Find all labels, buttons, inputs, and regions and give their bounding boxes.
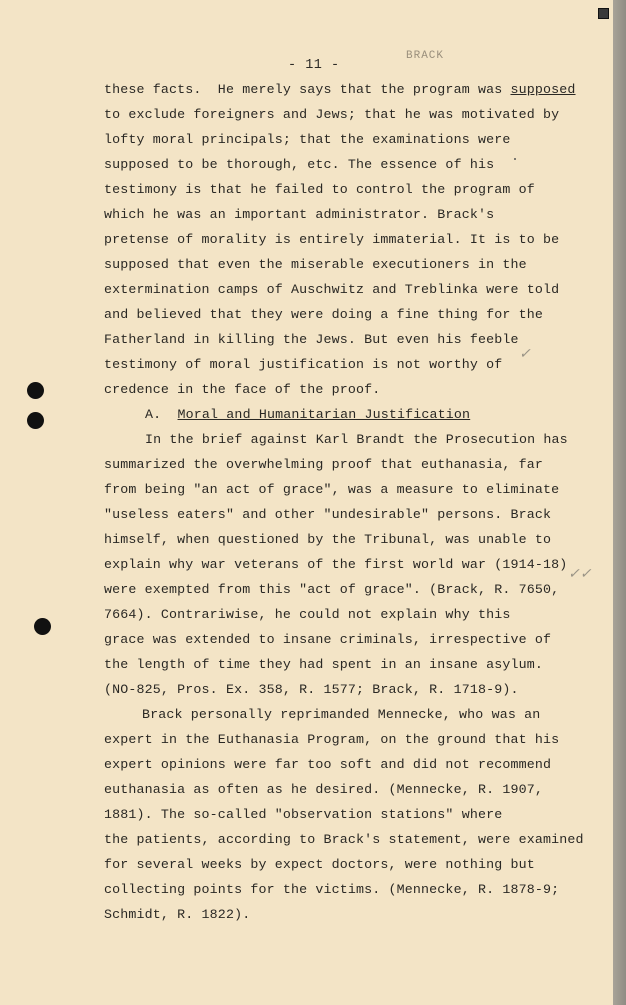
section-heading: A. Moral and Humanitarian Justification bbox=[145, 407, 471, 422]
text-line: (NO-825, Pros. Ex. 358, R. 1577; Brack, R. 1718-9). bbox=[104, 682, 519, 697]
text-line: for several weeks by expect doctors, were nothing but bbox=[104, 857, 535, 872]
text-line: testimony of moral justification is not worthy of bbox=[104, 357, 503, 372]
text-line: and believed that they were doing a fine thing for the bbox=[104, 307, 543, 322]
text-line: extermination camps of Auschwitz and Treblinka were told bbox=[104, 282, 560, 297]
text-line: expert opinions were far too soft and did not recommend bbox=[104, 757, 552, 772]
text-line: himself, when questioned by the Tribunal, was unable to bbox=[104, 532, 552, 547]
text-line: 1881). The so-called "observation stations" where bbox=[104, 807, 503, 822]
text-line: lofty moral principals; that the examinations were bbox=[104, 132, 511, 147]
text-line: supposed to be thorough, etc. The essence of his bbox=[104, 157, 495, 172]
underlined-word: supposed bbox=[510, 82, 576, 97]
text-line: explain why war veterans of the first world war (1914-18) bbox=[104, 557, 568, 572]
text-line: testimony is that he failed to control the program of bbox=[104, 182, 535, 197]
text-line: summarized the overwhelming proof that euthanasia, far bbox=[104, 457, 543, 472]
text-line: grace was extended to insane criminals, irrespective of bbox=[104, 632, 552, 647]
text-line: pretense of morality is entirely immaterial. It is to be bbox=[104, 232, 560, 247]
text-line: "useless eaters" and other "undesirable" persons. Brack bbox=[104, 507, 552, 522]
text-line: 7664). Contrariwise, he could not explain why this bbox=[104, 607, 511, 622]
ink-speck bbox=[514, 158, 516, 160]
text-line: to exclude foreigners and Jews; that he was motivated by bbox=[104, 107, 560, 122]
section-heading-title: Moral and Humanitarian Justification bbox=[177, 407, 471, 422]
text-line: the length of time they had spent in an insane asylum. bbox=[104, 657, 543, 672]
text-line: credence in the face of the proof. bbox=[104, 382, 381, 397]
text-line: Brack personally reprimanded Mennecke, who was an bbox=[142, 707, 541, 722]
scan-edge bbox=[613, 0, 626, 1005]
text-line: Schmidt, R. 1822). bbox=[104, 907, 251, 922]
text-line: supposed that even the miserable executioners in the bbox=[104, 257, 527, 272]
punch-hole bbox=[27, 382, 44, 399]
text-line: were exempted from this "act of grace". (Brack, R. 7650, bbox=[104, 582, 560, 597]
text-line: expert in the Euthanasia Program, on the ground that his bbox=[104, 732, 560, 747]
punch-hole bbox=[34, 618, 51, 635]
text-line: these facts. He merely says that the program was supposed bbox=[104, 82, 576, 97]
text-line: Fatherland in killing the Jews. But even his feeble bbox=[104, 332, 519, 347]
punch-hole bbox=[27, 412, 44, 429]
text-line: In the brief against Karl Brandt the Prosecution has bbox=[145, 432, 568, 447]
text-line: collecting points for the victims. (Mennecke, R. 1878-9; bbox=[104, 882, 560, 897]
text-line: euthanasia as often as he desired. (Mennecke, R. 1907, bbox=[104, 782, 543, 797]
double-check-mark-icon: ✓✓ bbox=[568, 566, 592, 582]
text-line: the patients, according to Brack's statement, were examined bbox=[104, 832, 584, 847]
text-line: from being "an act of grace", was a measure to eliminate bbox=[104, 482, 560, 497]
corner-mark bbox=[598, 8, 609, 19]
text-line: which he was an important administrator. Brack's bbox=[104, 207, 495, 222]
defendant-stamp: BRACK bbox=[406, 50, 445, 62]
check-mark-icon: ✓ bbox=[519, 346, 531, 362]
page-number: - 11 - bbox=[288, 58, 340, 73]
